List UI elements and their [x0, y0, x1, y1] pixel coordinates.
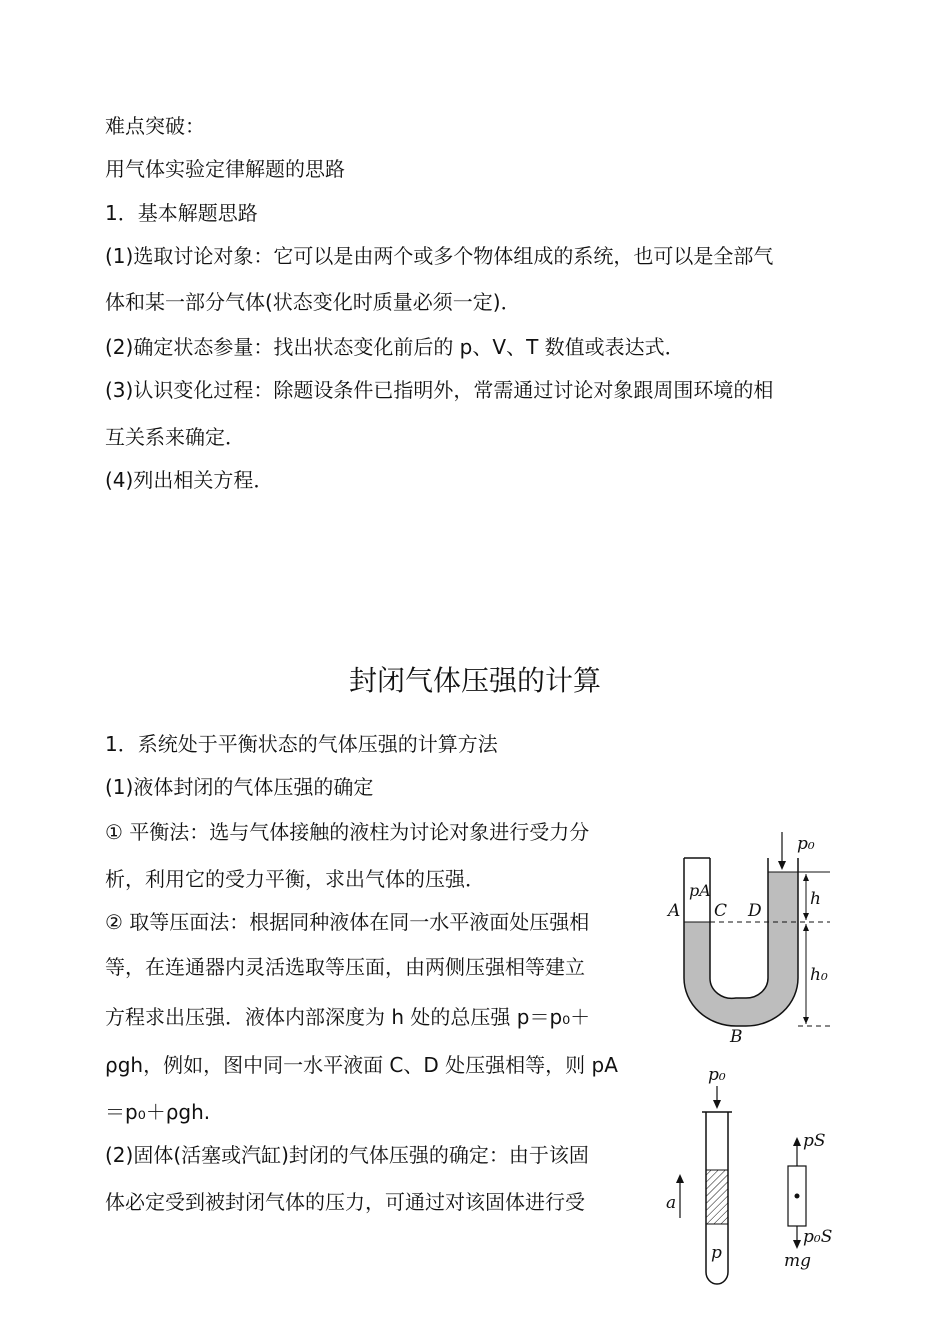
- label-ps: pS: [803, 1131, 826, 1151]
- step3-line2: 互关系来确定．: [105, 425, 245, 449]
- test-tube-figure: [660, 1060, 850, 1292]
- section-heading: 难点突破：: [105, 114, 205, 138]
- section2-item1-title: 1．系统处于平衡状态的气体压强的计算方法: [105, 732, 498, 756]
- label-mg: mg: [784, 1251, 812, 1271]
- item1-title: 1．基本解题思路: [105, 201, 258, 225]
- label-a: A: [668, 901, 681, 921]
- label-p-gas: p: [711, 1243, 722, 1263]
- section2-sub1-title: (1)液体封闭的气体压强的确定: [105, 775, 374, 799]
- body-line: ＝p₀＋ρgh.: [105, 1100, 211, 1124]
- label-d: D: [748, 901, 762, 921]
- section-subheading: 用气体实验定律解题的思路: [105, 157, 345, 181]
- label-p0-top: p₀: [708, 1065, 726, 1085]
- body-line: ρgh，例如，图中同一水平液面 C、D 处压强相等，则 pA: [105, 1053, 618, 1077]
- label-pa: pA: [689, 881, 711, 900]
- body-line: (2)固体(活塞或汽缸)封闭的气体压强的确定：由于该固: [105, 1143, 589, 1167]
- body-line: 析，利用它的受力平衡，求出气体的压强．: [105, 867, 485, 891]
- label-h: h: [810, 889, 821, 909]
- body-line: ② 取等压面法：根据同种液体在同一水平液面处压强相: [105, 910, 590, 934]
- liquid-column: [706, 1170, 728, 1224]
- u-tube-figure: [660, 825, 850, 1050]
- page-title: 封闭气体压强的计算: [348, 664, 601, 697]
- step3-line1: (3)认识变化过程：除题设条件已指明外，常需通过讨论对象跟周围环境的相: [105, 378, 774, 402]
- label-p0: p₀: [797, 834, 815, 854]
- step2: (2)确定状态参量：找出状态变化前后的 p、V、T 数值或表达式．: [105, 335, 685, 359]
- label-h0: h₀: [810, 965, 828, 985]
- body-line: 方程求出压强．液体内部深度为 h 处的总压强 p＝p₀＋: [105, 1005, 591, 1029]
- body-line: 等，在连通器内灵活选取等压面，由两侧压强相等建立: [105, 955, 585, 979]
- body-line: ① 平衡法：选与气体接触的液柱为讨论对象进行受力分: [105, 820, 590, 844]
- label-a-accel: a: [666, 1193, 677, 1213]
- step4: (4)列出相关方程．: [105, 468, 274, 492]
- step1-line1: (1)选取讨论对象：它可以是由两个或多个物体组成的系统，也可以是全部气: [105, 244, 774, 268]
- body-line: 体必定受到被封闭气体的压力，可通过对该固体进行受: [105, 1190, 585, 1214]
- label-b: B: [730, 1027, 743, 1047]
- step1-line2: 体和某一部分气体(状态变化时质量必须一定)．: [105, 290, 521, 314]
- label-p0s: p₀S: [803, 1227, 833, 1247]
- label-c: C: [714, 901, 728, 921]
